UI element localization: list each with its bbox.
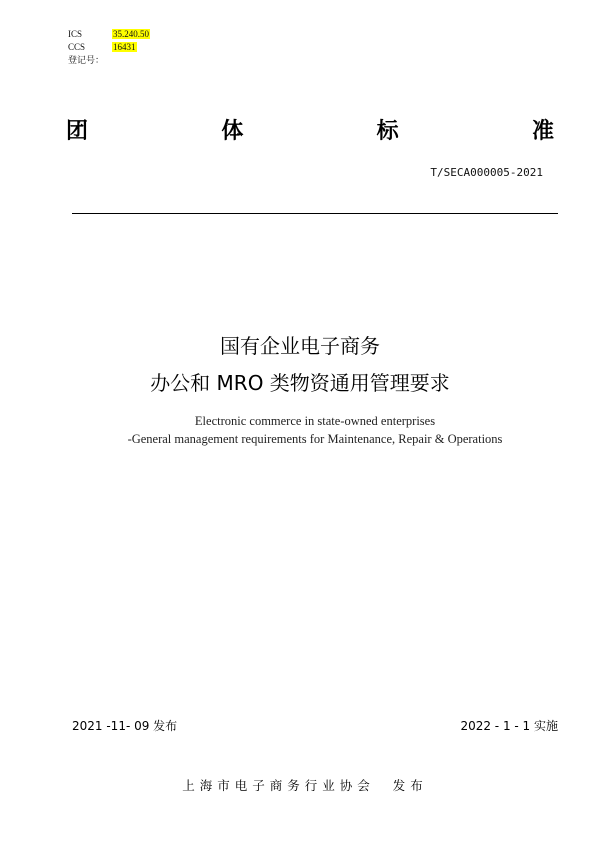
ccs-value: 16431 [113,42,136,52]
title-cn-line-2: 办公和 MRO 类物资通用管理要求 [150,371,450,395]
title-en-line-2: -General management requirements for Maintenance, Repair & Operations [127,432,503,446]
title-en-line-1: Electronic commerce in state-owned enterprises [194,414,436,428]
issue-word: 发布 [392,778,428,793]
ics-line [68,28,150,40]
registration-label: 登记号： [68,55,105,65]
header-divider [72,213,558,214]
publish-date: 2021 -11- 09 发布 [72,719,178,733]
title-cn-line-1: 国有企业电子商务 [220,334,380,358]
heading-char: 体 [221,119,244,144]
issuer-line [0,776,600,794]
heading-char: 标 [376,119,399,144]
registration-line [68,54,104,66]
issuer-name: 上海市电子商务行业协会 [182,778,375,793]
ics-label: ICS [68,29,83,39]
ccs-line [68,41,137,53]
effective-date: 2022 - 1 - 1 实施 [460,719,558,733]
ccs-label: CCS [68,42,86,52]
heading-char: 准 [531,119,554,144]
ics-value: 35.240.50 [113,29,149,39]
standard-code: T/SECA000005-2021 [430,166,543,179]
heading-char: 团 [66,119,89,144]
standard-type-heading [66,114,554,145]
